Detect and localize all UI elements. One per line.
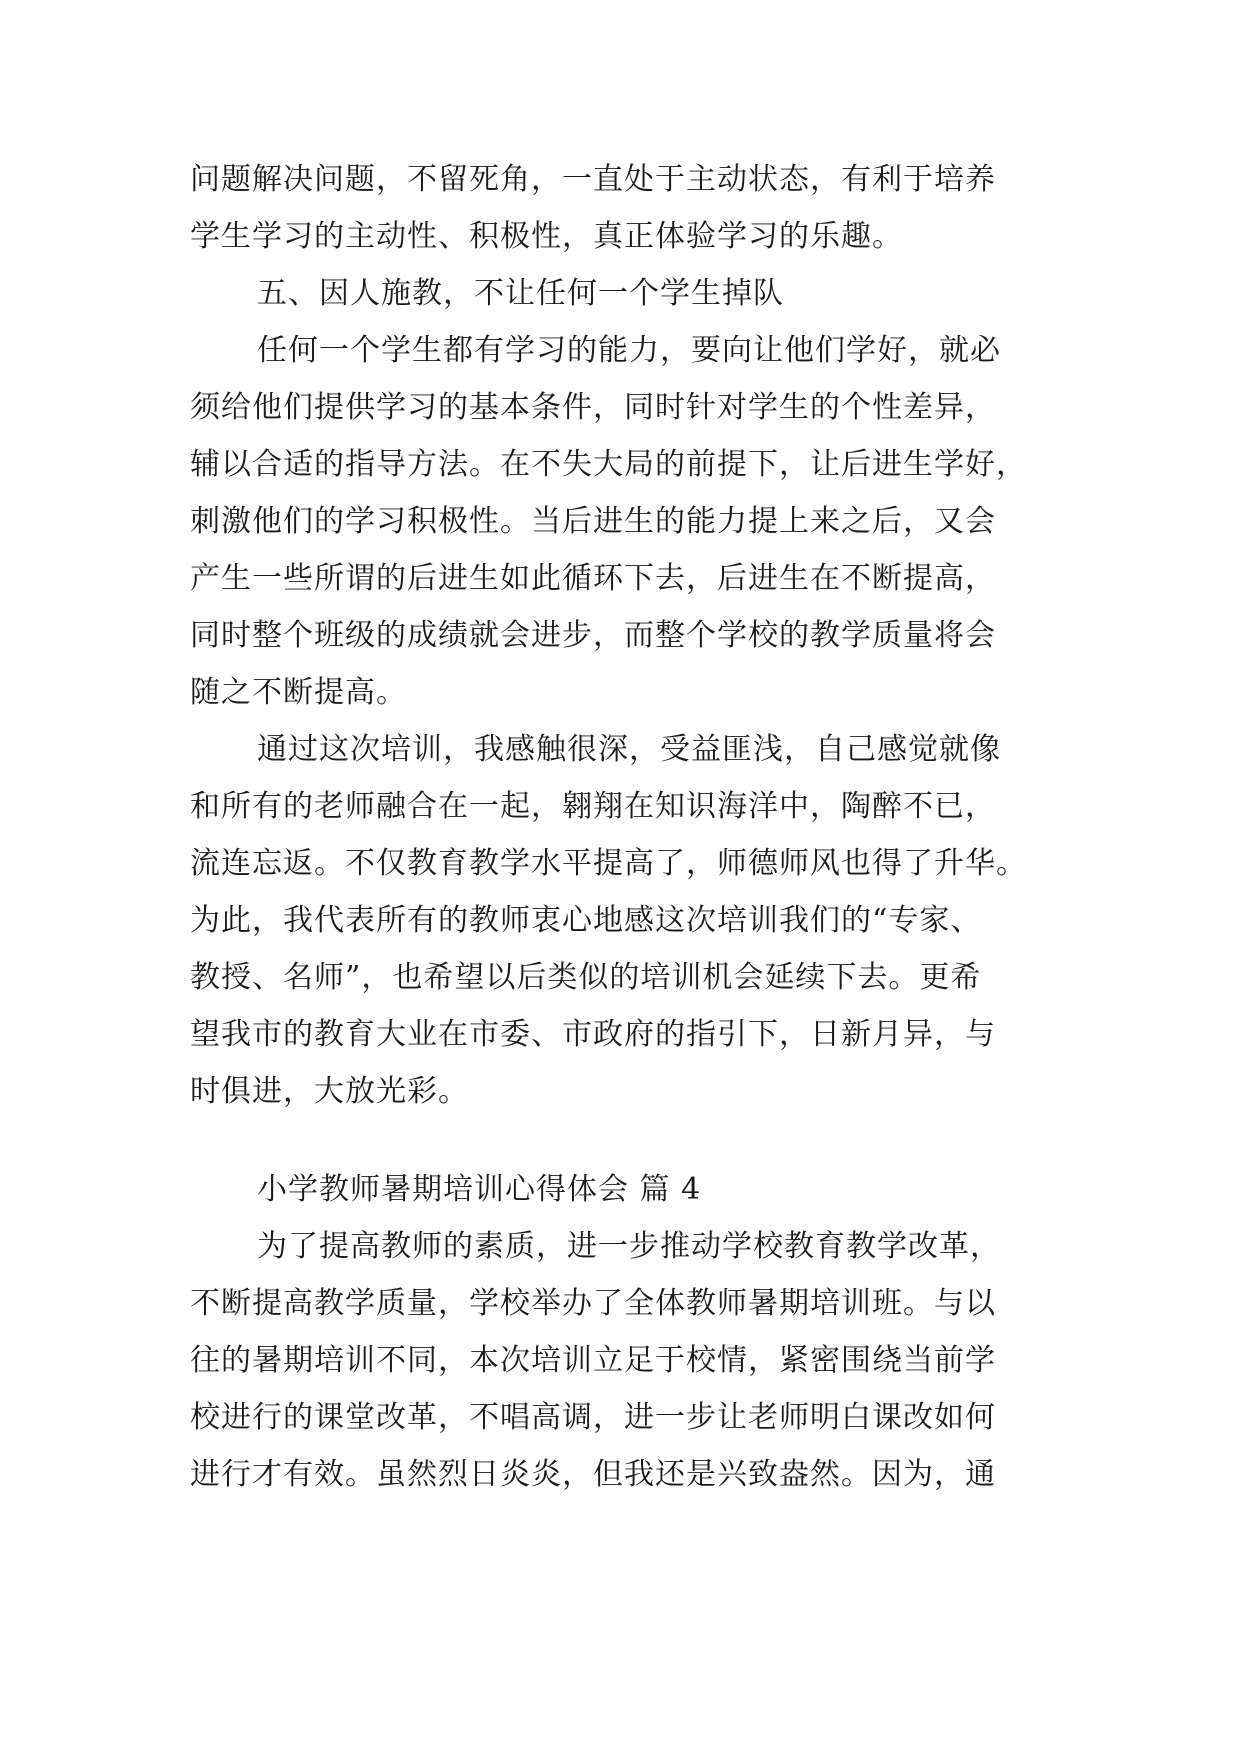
paragraph-line: 和所有的老师融合在一起，翱翔在知识海洋中，陶醉不已， xyxy=(190,789,996,824)
paragraph-line: 辅以合适的指导方法。在不失大局的前提下，让后进生学好， xyxy=(190,447,1027,482)
paragraph-line: 校进行的课堂改革，不唱高调，进一步让老师明白课改如何 xyxy=(190,1400,996,1435)
paragraph-line: 进行才有效。虽然烈日炎炎，但我还是兴致盎然。因为，通 xyxy=(190,1457,996,1492)
paragraph-line: 往的暑期培训不同，本次培训立足于校情，紧密围绕当前学 xyxy=(190,1343,996,1378)
paragraph-line: 为此，我代表所有的教师衷心地感这次培训我们的“专家、 xyxy=(190,903,982,938)
paragraph-line: 产生一些所谓的后进生如此循环下去，后进生在不断提高， xyxy=(190,561,996,596)
paragraph-line: 问题解决问题，不留死角，一直处于主动状态，有利于培养 xyxy=(190,162,996,197)
paragraph-line: 刺激他们的学习积极性。当后进生的能力提上来之后，又会 xyxy=(190,504,996,539)
paragraph-line: 须给他们提供学习的基本条件，同时针对学生的个性差异， xyxy=(190,390,996,425)
paragraph-line: 为了提高教师的素质，进一步推动学校教育教学改革， xyxy=(257,1229,1001,1264)
paragraph-line: 学生学习的主动性、积极性，真正体验学习的乐趣。 xyxy=(190,219,903,254)
paragraph-line: 任何一个学生都有学习的能力，要向让他们学好，就必 xyxy=(257,333,1001,368)
section-heading: 五、因人施教，不让任何一个学生掉队 xyxy=(257,276,784,311)
paragraph-line: 通过这次培训，我感触很深，受益匪浅，自己感觉就像 xyxy=(257,732,1001,767)
paragraph-line: 时俱进，大放光彩。 xyxy=(190,1074,469,1109)
paragraph-line: 望我市的教育大业在市委、市政府的指引下，日新月异，与 xyxy=(190,1017,996,1052)
article-title: 小学教师暑期培训心得体会 篇 4 xyxy=(257,1172,702,1207)
paragraph-line: 不断提高教学质量，学校举办了全体教师暑期培训班。与以 xyxy=(190,1286,996,1321)
paragraph-line: 随之不断提高。 xyxy=(190,675,407,710)
paragraph-line: 流连忘返。不仅教育教学水平提高了，师德师风也得了升华。 xyxy=(190,846,1027,881)
paragraph-line: 教授、名师”，也希望以后类似的培训机会延续下去。更希 xyxy=(190,960,982,995)
paragraph-line: 同时整个班级的成绩就会进步，而整个学校的教学质量将会 xyxy=(190,618,996,653)
